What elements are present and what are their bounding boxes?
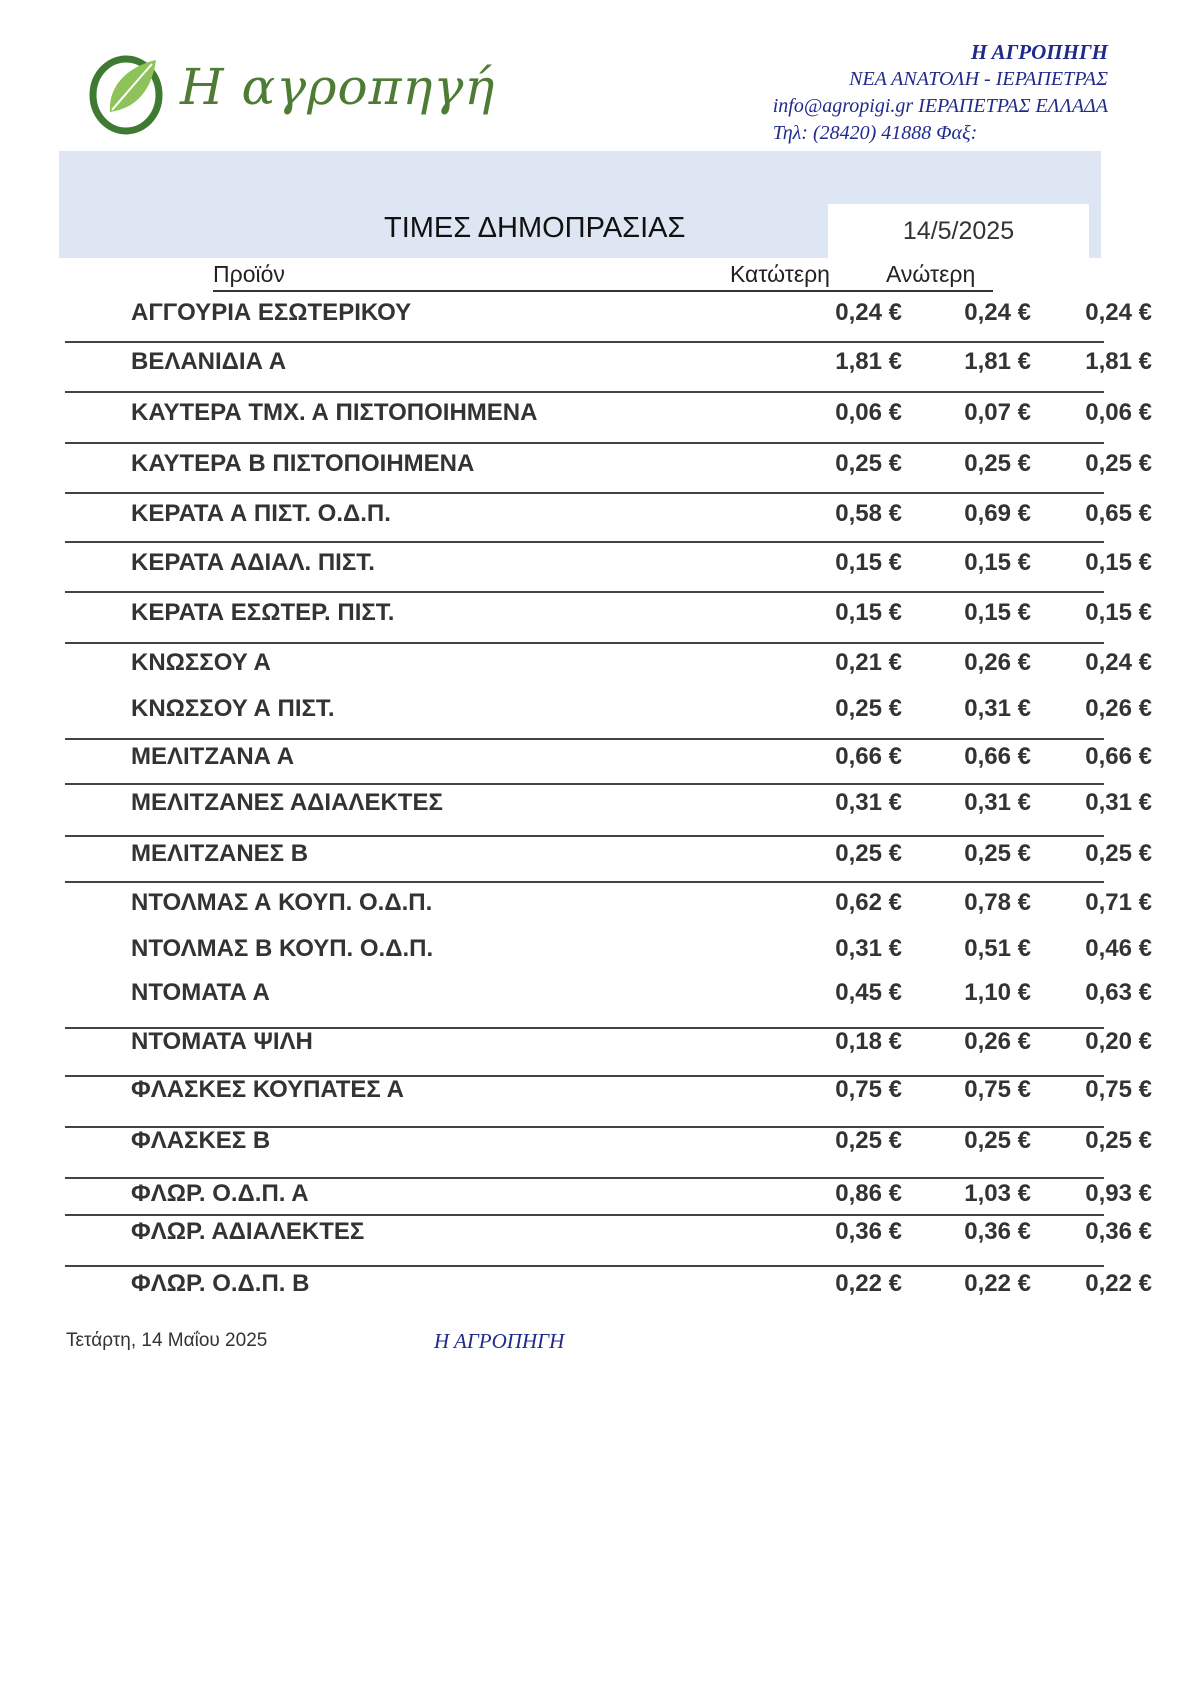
product-name: ΜΕΛΙΤΖΑΝΕΣ Β (131, 840, 309, 867)
row-divider (65, 1126, 1104, 1128)
price-low: 0,25 € (835, 695, 902, 722)
product-name: ΝΤΟΛΜΑΣ Α ΚΟΥΠ. Ο.Δ.Π. (131, 889, 433, 916)
price-avg: 0,26 € (1085, 695, 1152, 722)
table-row (65, 393, 1152, 433)
price-low: 1,81 € (835, 348, 902, 375)
price-low: 0,18 € (835, 1028, 902, 1055)
date-box (828, 204, 1089, 258)
product-name: ΒΕΛΑΝΙΔΙΑ Α (131, 348, 287, 375)
price-low: 0,36 € (835, 1218, 902, 1245)
price-low: 0,31 € (835, 935, 902, 962)
price-low: 0,62 € (835, 889, 902, 916)
price-high: 0,26 € (964, 649, 1031, 676)
table-row (65, 293, 1152, 333)
table-row (65, 834, 1152, 874)
product-name: ΚΑΥΤΕΡΑ Β ΠΙΣΤΟΠΟΙΗΜΕΝΑ (131, 450, 475, 477)
price-avg: 0,93 € (1085, 1180, 1152, 1207)
price-low: 0,21 € (835, 649, 902, 676)
row-divider (65, 738, 1104, 740)
company-header (773, 38, 1108, 147)
row-divider (65, 783, 1104, 785)
price-high: 1,10 € (964, 979, 1031, 1006)
page-title: ΤΙΜΕΣ ΔΗΜΟΠΡΑΣΙΑΣ (384, 212, 686, 244)
price-avg: 0,15 € (1085, 549, 1152, 576)
price-avg: 0,24 € (1085, 299, 1152, 326)
price-low: 0,25 € (835, 840, 902, 867)
product-name: ΝΤΟΛΜΑΣ Β ΚΟΥΠ. Ο.Δ.Π. (131, 935, 434, 962)
row-divider (65, 1075, 1104, 1077)
footer-company: Η ΑΓΡΟΠΗΓΗ (434, 1329, 565, 1353)
row-divider (65, 591, 1104, 593)
price-high: 1,03 € (964, 1180, 1031, 1207)
price-high: 0,51 € (964, 935, 1031, 962)
footer-date: Τετάρτη, 14 Μαΐου 2025 (66, 1330, 268, 1351)
company-address: ΝΕΑ ΑΝΑΤΟΛΗ - ΙΕΡΑΠΕΤΡΑΣ (849, 68, 1108, 90)
row-divider (65, 1177, 1104, 1179)
table-row (65, 1212, 1152, 1252)
price-avg: 0,63 € (1085, 979, 1152, 1006)
table-row (65, 643, 1152, 683)
price-low: 0,45 € (835, 979, 902, 1006)
price-avg: 0,25 € (1085, 840, 1152, 867)
price-high: 0,22 € (964, 1270, 1031, 1297)
table-row (65, 929, 1152, 969)
price-high: 0,15 € (964, 549, 1031, 576)
price-avg: 0,71 € (1085, 889, 1152, 916)
price-high: 0,07 € (964, 399, 1031, 426)
table-row (65, 543, 1152, 583)
price-high: 0,26 € (964, 1028, 1031, 1055)
product-name: ΚΕΡΑΤΑ Α ΠΙΣΤ. Ο.Δ.Π. (131, 500, 391, 527)
company-name: Η ΑΓΡΟΠΗΓΗ (970, 40, 1108, 64)
table-row (65, 593, 1152, 633)
product-name: ΚΝΩΣΣΟΥ Α ΠΙΣΤ. (131, 695, 335, 722)
price-low: 0,22 € (835, 1270, 902, 1297)
price-high: 0,24 € (964, 299, 1031, 326)
product-name: ΦΛΑΣΚΕΣ Β (131, 1127, 271, 1154)
price-high: 0,25 € (964, 840, 1031, 867)
product-name: ΚΝΩΣΣΟΥ Α (131, 649, 271, 676)
row-divider (65, 881, 1104, 883)
row-divider (65, 391, 1104, 393)
row-divider (65, 1027, 1104, 1029)
price-high: 0,25 € (964, 1127, 1031, 1154)
price-avg: 0,31 € (1085, 789, 1152, 816)
price-high: 0,78 € (964, 889, 1031, 916)
product-name: ΦΛΩΡ. Ο.Δ.Π. Α (131, 1180, 309, 1207)
column-high: Ανώτερη (886, 261, 976, 287)
table-row (65, 883, 1152, 923)
row-divider (65, 442, 1104, 444)
logo-text: Η αγροπηγή (180, 58, 496, 116)
price-low: 0,58 € (835, 500, 902, 527)
row-divider (65, 835, 1104, 837)
price-low: 0,86 € (835, 1180, 902, 1207)
table-row (65, 494, 1152, 534)
table-row (65, 342, 1152, 382)
table-row (65, 783, 1152, 823)
price-avg: 0,25 € (1085, 450, 1152, 477)
company-logo (86, 44, 496, 144)
price-low: 0,06 € (835, 399, 902, 426)
product-name: ΚΑΥΤΕΡΑ ΤΜΧ. Α ΠΙΣΤΟΠΟΙΗΜΕΝΑ (131, 399, 538, 426)
price-avg: 0,25 € (1085, 1127, 1152, 1154)
price-high: 0,15 € (964, 599, 1031, 626)
table-row (65, 1174, 1152, 1214)
price-avg: 0,66 € (1085, 743, 1152, 770)
price-avg: 0,20 € (1085, 1028, 1152, 1055)
row-divider (65, 642, 1104, 644)
price-low: 0,75 € (835, 1076, 902, 1103)
report-date: 14/5/2025 (902, 216, 1015, 245)
price-high: 0,75 € (964, 1076, 1031, 1103)
row-divider (65, 341, 1104, 343)
price-high: 0,31 € (964, 789, 1031, 816)
column-low: Κατώτερη (730, 261, 830, 287)
row-divider (65, 541, 1104, 543)
price-low: 0,25 € (835, 450, 902, 477)
product-name: ΝΤΟΜΑΤΑ ΨΙΛΗ (131, 1028, 313, 1055)
price-high: 0,69 € (964, 500, 1031, 527)
company-phone-fax: Τηλ: (28420) 41888 Φαξ: (772, 122, 978, 144)
table-row (65, 737, 1152, 777)
company-email-city: info@agropigi.gr ΙΕΡΑΠΕΤΡΑΣ ΕΛΛΑΔΑ (772, 95, 1108, 117)
price-low: 0,24 € (835, 299, 902, 326)
price-avg: 0,75 € (1085, 1076, 1152, 1103)
product-name: ΦΛΩΡ. ΑΔΙΑΛΕΚΤΕΣ (131, 1218, 365, 1245)
table-row (65, 1264, 1152, 1304)
product-name: ΜΕΛΙΤΖΑΝΑ Α (131, 743, 295, 770)
product-name: ΦΛΩΡ. Ο.Δ.Π. Β (131, 1270, 310, 1297)
row-divider (65, 1214, 1104, 1216)
product-name: ΚΕΡΑΤΑ ΕΣΩΤΕΡ. ΠΙΣΤ. (131, 599, 395, 626)
product-name: ΚΕΡΑΤΑ ΑΔΙΑΛ. ΠΙΣΤ. (131, 549, 375, 576)
price-high: 0,66 € (964, 743, 1031, 770)
price-high: 0,25 € (964, 450, 1031, 477)
price-high: 0,31 € (964, 695, 1031, 722)
price-low: 0,15 € (835, 549, 902, 576)
price-high: 0,36 € (964, 1218, 1031, 1245)
price-low: 0,31 € (835, 789, 902, 816)
price-high: 1,81 € (964, 348, 1031, 375)
price-avg: 0,15 € (1085, 599, 1152, 626)
table-row (65, 444, 1152, 484)
price-avg: 0,65 € (1085, 500, 1152, 527)
column-product: Προϊόν (213, 261, 285, 287)
price-low: 0,66 € (835, 743, 902, 770)
price-avg: 1,81 € (1085, 348, 1152, 375)
table-row (65, 689, 1152, 729)
table-row (65, 973, 1152, 1013)
product-name: ΑΓΓΟΥΡΙΑ ΕΣΩΤΕΡΙΚΟΥ (131, 299, 412, 326)
price-avg: 0,24 € (1085, 649, 1152, 676)
price-avg: 0,06 € (1085, 399, 1152, 426)
price-avg: 0,22 € (1085, 1270, 1152, 1297)
product-name: ΝΤΟΜΑΤΑ Α (131, 979, 270, 1006)
leaf-icon (86, 48, 172, 138)
price-low: 0,25 € (835, 1127, 902, 1154)
price-avg: 0,36 € (1085, 1218, 1152, 1245)
price-avg: 0,46 € (1085, 935, 1152, 962)
row-divider (65, 1265, 1104, 1267)
product-name: ΦΛΑΣΚΕΣ ΚΟΥΠΑΤΕΣ Α (131, 1076, 404, 1103)
row-divider (65, 492, 1104, 494)
price-low: 0,15 € (835, 599, 902, 626)
product-name: ΜΕΛΙΤΖΑΝΕΣ ΑΔΙΑΛΕΚΤΕΣ (131, 789, 443, 816)
table-header (213, 258, 993, 292)
